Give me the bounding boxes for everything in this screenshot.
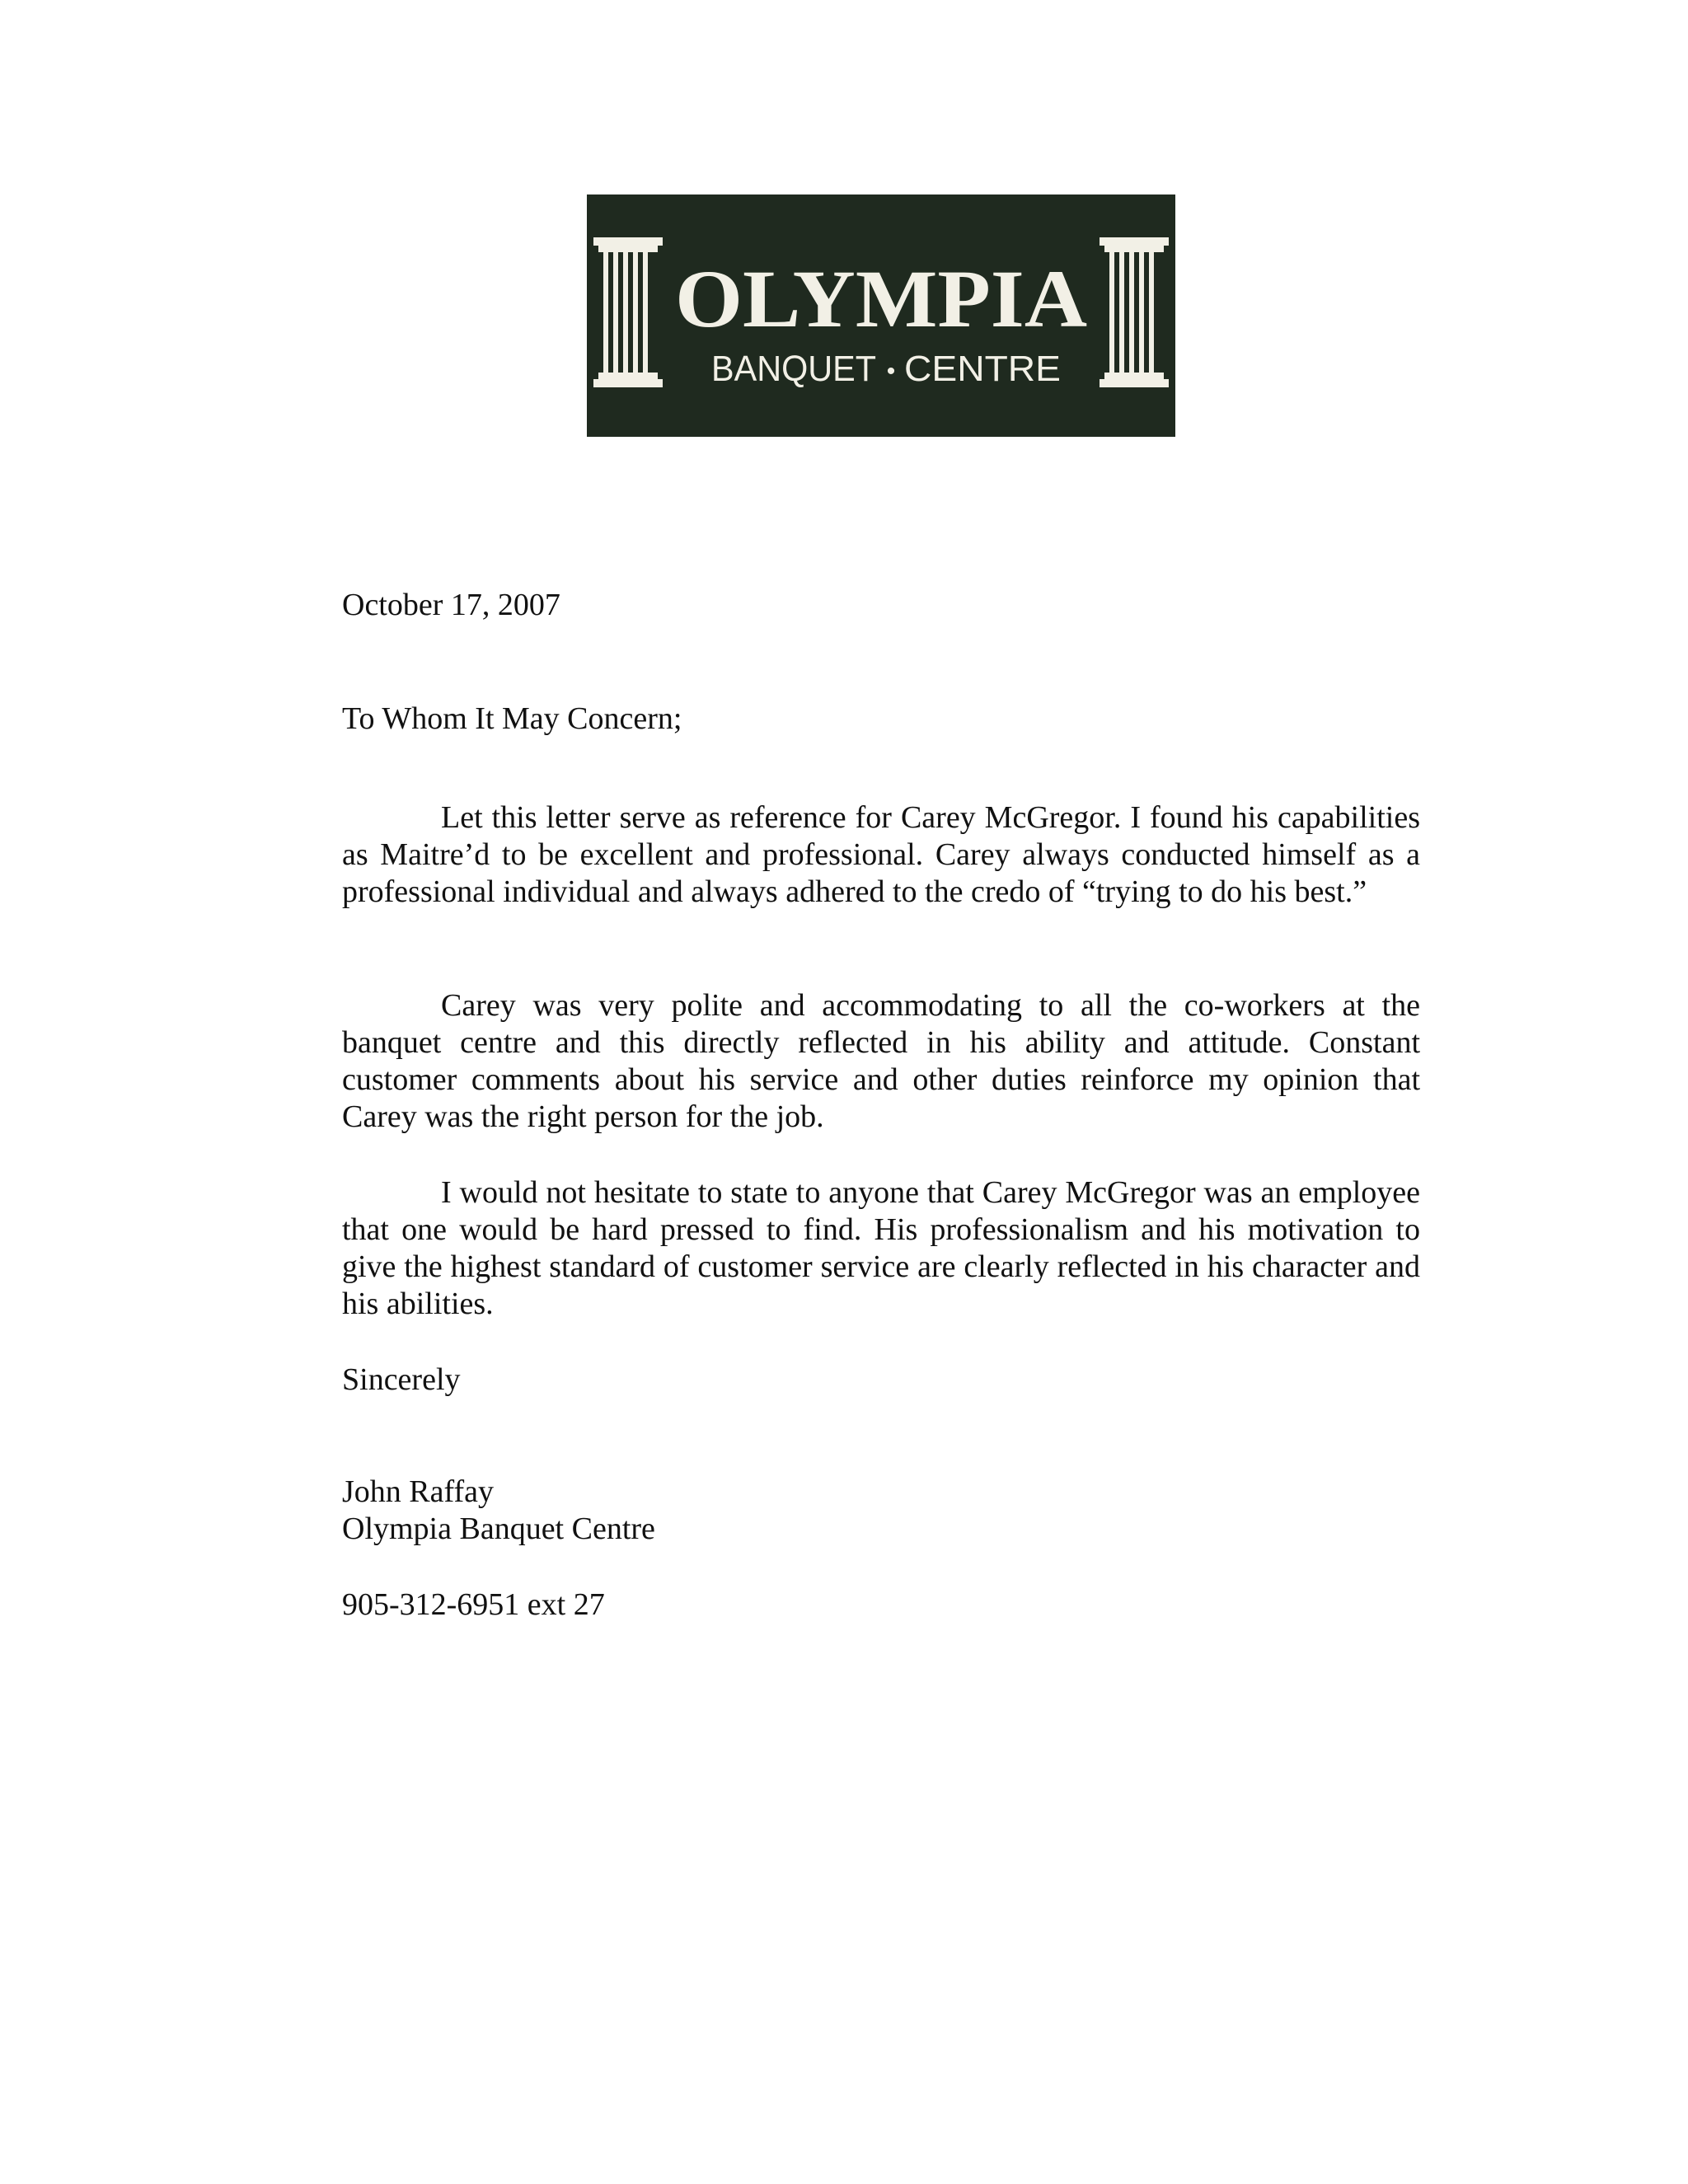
logo-subtitle-left: BANQUET xyxy=(711,349,876,389)
letter-paragraph-1: Let this letter serve as reference for Carey McGregor. I found his capabilities as Maitre’d to be excellent and professional. Carey always conducted himself as a professional individual and always adhered to the credo of “trying to do his best.” xyxy=(342,800,1420,909)
letter-paragraph-3: I would not hesitate to state to anyone that Carey McGregor was an employee that one would be hard pressed to find. His professionalism and his motivation to give the highest standard of customer service are clearly reflected in his character and his abilities. xyxy=(342,1175,1420,1321)
olympia-logo-graphic xyxy=(587,194,1175,437)
letter-paragraph-2: Carey was very polite and accommodating to all the co-workers at the banquet centre and this directly reflected in his ability and attitude. Constant customer comments about his service and other duties reinforce my opinion that Carey was the right person for the job. xyxy=(342,988,1420,1134)
contact-phone: 905-312-6951 ext 27 xyxy=(342,1587,605,1622)
company-logo xyxy=(587,194,1175,437)
logo-subtitle-right: CENTRE xyxy=(904,349,1061,389)
logo-title: OLYMPIA xyxy=(675,253,1087,344)
signer-name: John Raffay xyxy=(342,1474,494,1509)
letter-closing: Sincerely xyxy=(342,1362,461,1397)
letter-date: October 17, 2007 xyxy=(342,588,560,622)
letter-salutation: To Whom It May Concern; xyxy=(342,701,682,736)
logo-separator-dot: • xyxy=(886,358,896,385)
signer-organization: Olympia Banquet Centre xyxy=(342,1511,655,1546)
